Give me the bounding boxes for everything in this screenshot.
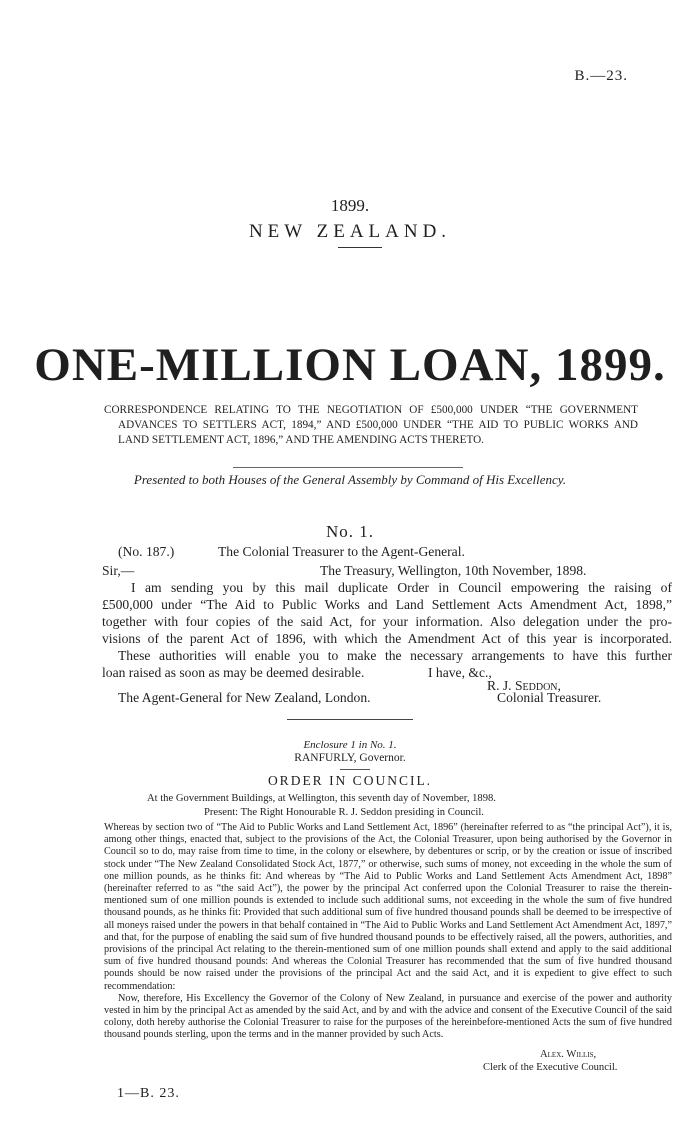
order-body-paragraph: Now, therefore, His Excellency the Governor of the Colony of New Zealand, in pursuance and exercise of the power and authority vested in him by the principal Act as amended by the said Act, and by and with the advice and consent of the Executive Council of the said colony, doth hereby authorise the Colonial Treasurer to raise for the purposes of the hereinbefore-mentioned Acts the sum of five hundred thousand pounds sterling, upon the terms and in the manner provided by such Acts.: [104, 992, 672, 1041]
document-subtitle: CORRESPONDENCE RELATING TO THE NEGOTIATION OF £500,000 UNDER “THE GOVERNMENT ADVANCES TO SETTLERS ACT, 1894,” AND £500,000 UNDER “THE AID TO PUBLIC WORKS AND LAND SETTLEMENT ACT, 1896,” AND THE AMENDING ACTS THERETO.: [104, 404, 638, 446]
document-title: ONE-MILLION LOAN, 1899.: [34, 339, 666, 391]
order-present-line: Present: The Right Honourable R. J. Seddon presiding in Council.: [204, 807, 484, 818]
letter-signatory: R. J. Seddon,: [487, 678, 561, 693]
order-body: [104, 822, 672, 1042]
page-footer-reference: 1—B. 23.: [117, 1086, 180, 1101]
letter-from-to: The Colonial Treasurer to the Agent-General.: [218, 544, 465, 559]
letter-line: These authorities will enable you to make the necessary arrangements to have this further: [118, 648, 672, 663]
order-heading: ORDER IN COUNCIL.: [267, 773, 433, 788]
document-country: NEW ZEALAND.: [248, 221, 452, 242]
letter-ref-number: (No. 187.): [118, 544, 175, 559]
divider-rule: [338, 247, 382, 248]
enclosure-governor: RANFURLY, Governor.: [294, 752, 406, 764]
divider-rule: [233, 467, 463, 468]
letter-number: No. 1.: [325, 522, 375, 541]
order-place-line: At the Government Buildings, at Wellington, this seventh day of November, 1898.: [147, 793, 496, 804]
letter-line: loan raised as soon as may be deemed desirable.: [102, 665, 365, 680]
letter-place-date: The Treasury, Wellington, 10th November, 1898.: [320, 563, 587, 578]
letter-line: £500,000 under “The Aid to Public Works and Land Settlement Acts Amendment Act, 1898,”: [102, 597, 672, 612]
document-year: 1899.: [330, 196, 370, 215]
divider-rule: [287, 719, 413, 720]
order-signer-title: Clerk of the Executive Council.: [483, 1062, 618, 1073]
divider-rule: [340, 769, 370, 770]
paper-reference: B.—23.: [574, 68, 628, 84]
letter-line: together with four copies of the said Act, for your information. Also delegation under the pro-: [102, 614, 672, 629]
letter-line: visions of the parent Act of 1896, with which the Amendment Act of this year is incorporated.: [102, 631, 672, 646]
letter-closing: I have, &c.,: [428, 665, 492, 680]
order-signer: Alex. Willis,: [540, 1049, 597, 1060]
letter-line: I am sending you by this mail duplicate Order in Council empowering the raising of: [131, 580, 672, 595]
letter-salutation: Sir,—: [102, 563, 135, 578]
order-body-paragraph: Whereas by section two of “The Aid to Public Works and Land Settlement Act, 1896” (hereinafter referred to as “the principal Act”), it is, among other things, enacted that, subject to the provisions of the Act, the Colonial Treasurer, upon being authorised by the Governor in Council so to do, may raise from time to time, in the colony or elsewhere, by debentures or scrip, or by the creation or issue of inscribed stock under “The New Zealand Consolidated Stock Act, 1877,” or otherwise, such sums of money, not exceeding in the whole the sum of one million pounds, as he thinks fit: And whereas by “The Aid to Public Works and Land Settlement Acts Amendment Act, 1898” (hereinafter referred to as “the said Act”), the power by the principal Act conferred upon the Colonial Treasurer to raise the therein-mentioned sum of one million pounds is extended to include such additional sums, not exceeding in the whole the sum of five hundred thousand pounds, as he thinks fit: Provided that such additional sum of five hundred thousand pounds shall be deemed to be irrespective of all moneys raised under the powers in that behalf contained in “The Aid to Public Works and Land Settlement Act Amendment Act, 1897,” and that, for the purpose of enabling the said sum of five hundred thousand pounds to be effectively raised, all the powers, authorities, and provisions of the principal Act relating to the therein-mentioned sum of one million pounds shall extend and apply to the said additional sum of five hundred thousand pounds: And whereas the Colonial Treasurer has recommended that the sum of five hundred thousand pounds should be now raised under the provisions of the principal Act and the said Act, and it is expedient to give effect to such recommendation:: [104, 822, 672, 992]
enclosure-label: Enclosure 1 in No. 1.: [303, 739, 397, 751]
presented-line: Presented to both Houses of the General Assembly by Command of His Excellency.: [133, 472, 567, 487]
letter-signatory-title: Colonial Treasurer.: [497, 690, 602, 705]
letter-addressee: The Agent-General for New Zealand, London.: [118, 690, 371, 705]
